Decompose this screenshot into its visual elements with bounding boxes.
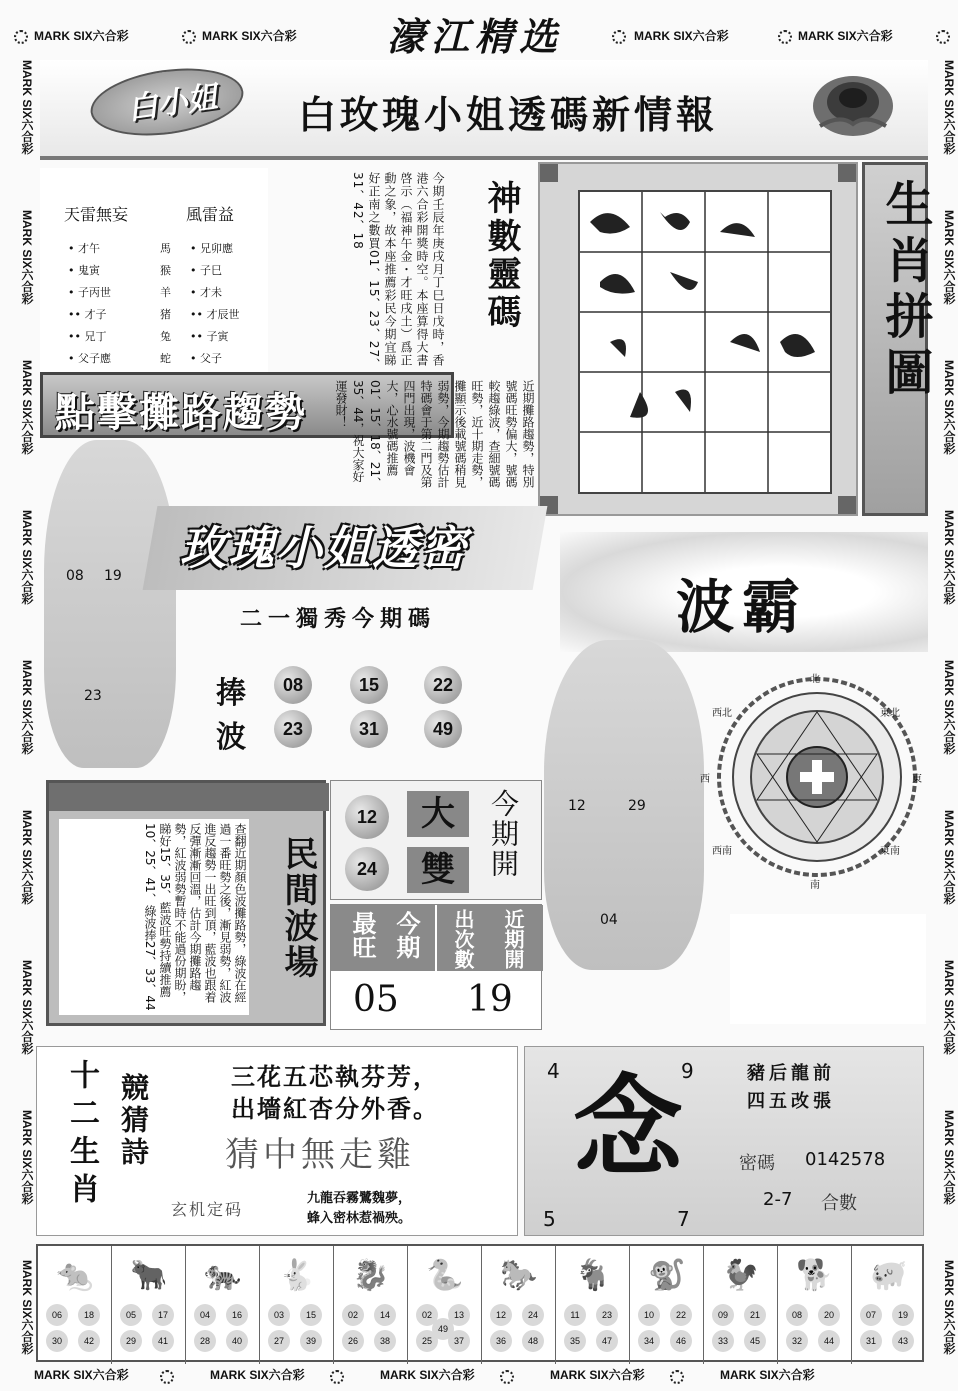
border-brand: MARK SIX六合彩 bbox=[942, 660, 956, 755]
trend-text: 近期攤路趨勢，特別號碼旺勢偏大，號碼較趨綠波，查細號碼旺勢，近十期走勢，攤顯示後載號碼稍見弱勢，今期趨勢估計特碼會于第二門及第四門出現，波機會大，心水號碼推薦01、15、18、21、35、44，祝大家好運發財！ bbox=[334, 380, 535, 490]
zodiac-cell bbox=[556, 1246, 630, 1364]
secret-char: 念 bbox=[573, 1063, 683, 1192]
oracle-text: 今期壬辰年庚戌月丁巳日戊時，香港六合彩開獎時空。本座算得大書啓示（福神午金・才旺戌土）爲正動之象，故本座推薦彩民今期宜睇好正南之數買01、15、23、27、31、42、18 bbox=[351, 172, 445, 372]
open-label: 今期開 bbox=[487, 789, 520, 879]
hexagram-left-title: 天雷無妄 bbox=[64, 205, 129, 224]
hexagram-line: •• 才子 猪 bbox=[68, 308, 171, 321]
hexagram-line: •• 才辰世 bbox=[190, 308, 240, 321]
zodiac-cell bbox=[778, 1246, 852, 1364]
left-border bbox=[6, 60, 36, 1360]
hexagram-line: • 才午 馬 bbox=[68, 242, 171, 255]
recent-label: 近期開 bbox=[501, 909, 525, 969]
wave-title: 波霸 bbox=[676, 573, 809, 641]
zodiac-number: 43 bbox=[892, 1330, 914, 1352]
flower-icon bbox=[670, 1370, 684, 1384]
zodiac-number: 39 bbox=[300, 1330, 322, 1352]
zodiac-cell bbox=[186, 1246, 260, 1364]
hexagram-line: • 才未 bbox=[190, 286, 222, 299]
border-brand: MARK SIX六合彩 bbox=[942, 1260, 956, 1355]
zodiac-number: 22 bbox=[670, 1304, 692, 1326]
dog-icon: 🐕 bbox=[796, 1258, 834, 1293]
monkey-icon: 🐒 bbox=[648, 1258, 686, 1293]
zodiac-number: 33 bbox=[712, 1330, 734, 1352]
zodiac-number: 28 bbox=[194, 1330, 216, 1352]
border-brand: MARK SIX六合彩 bbox=[20, 510, 34, 605]
zodiac-cell bbox=[260, 1246, 334, 1364]
number-ball: 22 bbox=[424, 666, 462, 704]
banner-subtitle: 白玫瑰小姐透碼新情報 bbox=[298, 92, 719, 137]
border-brand: MARK SIX六合彩 bbox=[20, 210, 34, 305]
zodiac-cell bbox=[704, 1246, 778, 1364]
flower-icon bbox=[500, 1370, 514, 1384]
hexagram-panel bbox=[40, 168, 268, 372]
model-tag: 08 bbox=[66, 568, 84, 584]
compass-direction: 東北 bbox=[880, 708, 900, 719]
border-brand: MARK SIX六合彩 bbox=[20, 810, 34, 905]
zodiac-number: 24 bbox=[522, 1304, 544, 1326]
border-brand: MARK SIX六合彩 bbox=[20, 1260, 34, 1355]
flower-icon bbox=[330, 1370, 344, 1384]
hexagram-line: • 子丙世 羊 bbox=[68, 286, 171, 299]
border-brand: MARK SIX六合彩 bbox=[942, 960, 956, 1055]
number-ball: 08 bbox=[274, 666, 312, 704]
leak-row2-label: 波 bbox=[216, 720, 246, 755]
zodiac-number: 40 bbox=[226, 1330, 248, 1352]
zodiac-number: 47 bbox=[596, 1330, 618, 1352]
border-brand: MARK SIX六合彩 bbox=[942, 510, 956, 605]
zodiac-number: 21 bbox=[744, 1304, 766, 1326]
dragon-icon: 🐉 bbox=[352, 1258, 390, 1293]
poem-side-label: 十二生肖 bbox=[64, 1059, 99, 1211]
this-label: 今期 bbox=[392, 911, 420, 959]
hexagram-right-title: 風雷益 bbox=[186, 205, 235, 224]
secret-panel bbox=[524, 1046, 924, 1236]
poem-line2: 出墻紅杏分外香。 bbox=[231, 1094, 439, 1123]
number-ball: 12 bbox=[345, 795, 389, 839]
zodiac-number: 48 bbox=[522, 1330, 544, 1352]
most-value: 05 bbox=[353, 979, 399, 1020]
hexagram-line: • 鬼寅 猴 bbox=[68, 264, 171, 277]
compass-direction: 西 bbox=[700, 774, 710, 785]
secret-sum-label: 2-7 bbox=[763, 1189, 793, 1210]
zodiac-number: 02 bbox=[416, 1304, 438, 1326]
zodiac-number: 30 bbox=[46, 1330, 68, 1352]
hexagram-line: •• 子寅 bbox=[190, 330, 229, 343]
border-brand: MARK SIX六合彩 bbox=[942, 210, 956, 305]
zodiac-number: 11 bbox=[564, 1304, 586, 1326]
secret-line1: 豬后龍前 bbox=[747, 1063, 835, 1084]
border-brand: MARK SIX六合彩 bbox=[20, 60, 34, 155]
border-brand: MARK SIX六合彩 bbox=[942, 1110, 956, 1205]
blank-box bbox=[730, 914, 926, 1024]
zodiac-number: 27 bbox=[268, 1330, 290, 1352]
zodiac-number: 04 bbox=[194, 1304, 216, 1326]
compass-direction: 西南 bbox=[712, 846, 732, 857]
recent-value: 19 bbox=[467, 979, 513, 1020]
secret-code-label: 密碼 bbox=[739, 1153, 775, 1174]
puzzle-title-box bbox=[862, 162, 933, 516]
zodiac-number: 34 bbox=[638, 1330, 660, 1352]
zodiac-cell bbox=[334, 1246, 408, 1364]
tiger-icon: 🐅 bbox=[204, 1258, 242, 1293]
zodiac-number: 35 bbox=[564, 1330, 586, 1352]
out-label: 出次數 bbox=[451, 909, 475, 969]
border-brand: MARK SIX六合彩 bbox=[202, 29, 297, 43]
border-brand: MARK SIX六合彩 bbox=[20, 360, 34, 455]
puzzle-title: 生肖拼圖 bbox=[877, 179, 933, 403]
flower-icon bbox=[778, 30, 792, 44]
goat-icon: 🐐 bbox=[574, 1258, 612, 1293]
hexagram-left-lines bbox=[68, 238, 178, 370]
stats-box bbox=[330, 904, 542, 1030]
zodiac-number: 46 bbox=[670, 1330, 692, 1352]
model-tag: 04 bbox=[600, 912, 618, 928]
compass-direction: 東南 bbox=[880, 846, 900, 857]
border-brand: MARK SIX六合彩 bbox=[20, 660, 34, 755]
header-banner bbox=[40, 60, 928, 160]
secret-code-value: 0142578 bbox=[805, 1149, 886, 1170]
border-brand: MARK SIX六合彩 bbox=[942, 60, 956, 155]
poem-line3: 猜中無走雞 bbox=[225, 1135, 415, 1175]
model-tag: 23 bbox=[84, 688, 102, 704]
border-brand: MARK SIX六合彩 bbox=[380, 1368, 475, 1382]
parity-tag: 雙 bbox=[407, 847, 469, 893]
poem-footer-right1: 九龍吞霧鷺魏夢， bbox=[307, 1191, 412, 1206]
border-brand: MARK SIX六合彩 bbox=[20, 960, 34, 1055]
hit-box bbox=[330, 780, 542, 900]
zodiac-number: 15 bbox=[300, 1304, 322, 1326]
number-ball: 15 bbox=[350, 666, 388, 704]
zodiac-number: 45 bbox=[744, 1330, 766, 1352]
puzzle-frame bbox=[538, 162, 858, 516]
zodiac-number: 12 bbox=[490, 1304, 512, 1326]
zodiac-number: 32 bbox=[786, 1330, 808, 1352]
number-ball: 31 bbox=[350, 710, 388, 748]
zodiac-cell bbox=[482, 1246, 556, 1364]
compass-direction: 北 bbox=[810, 674, 820, 685]
hexagram-line: • 兄卯應 bbox=[190, 242, 233, 255]
zodiac-number: 37 bbox=[448, 1330, 470, 1352]
puzzle-grid bbox=[578, 190, 832, 494]
hexagram-right-lines bbox=[190, 238, 268, 370]
snake-icon: 🐍 bbox=[426, 1258, 464, 1293]
secret-number: 4 bbox=[547, 1059, 560, 1083]
zodiac-cell bbox=[630, 1246, 704, 1364]
zodiac-cell bbox=[38, 1246, 112, 1364]
zodiac-number: 36 bbox=[490, 1330, 512, 1352]
oracle-title: 神數靈碼 bbox=[481, 180, 521, 332]
zodiac-number: 07 bbox=[860, 1304, 882, 1326]
zodiac-number: 02 bbox=[342, 1304, 364, 1326]
zodiac-row bbox=[36, 1244, 924, 1362]
model-tag: 19 bbox=[104, 568, 122, 584]
zodiac-number: 16 bbox=[226, 1304, 248, 1326]
flower-icon bbox=[612, 30, 626, 44]
zodiac-number: 23 bbox=[596, 1304, 618, 1326]
zodiac-number: 10 bbox=[638, 1304, 660, 1326]
trend-title: 點擊攤路趨勢 bbox=[55, 389, 307, 436]
poem-footer-right2: 蜂入密林惹禍殃。 bbox=[307, 1211, 412, 1226]
zodiac-number: 19 bbox=[892, 1304, 914, 1326]
border-brand: MARK SIX六合彩 bbox=[210, 1368, 305, 1382]
poem-line1: 三花五芯執芬芳， bbox=[231, 1062, 439, 1091]
zodiac-number: 14 bbox=[374, 1304, 396, 1326]
model-tag: 29 bbox=[628, 798, 646, 814]
border-brand: MARK SIX六合彩 bbox=[20, 1110, 34, 1205]
model-photo-left bbox=[44, 440, 176, 768]
zodiac-number: 41 bbox=[152, 1330, 174, 1352]
badge-text: 白小姐 bbox=[125, 79, 220, 128]
border-brand: MARK SIX六合彩 bbox=[550, 1368, 645, 1382]
compass-direction: 西北 bbox=[712, 708, 732, 719]
zodiac-number: 26 bbox=[342, 1330, 364, 1352]
model-tag: 12 bbox=[568, 798, 586, 814]
zodiac-number: 06 bbox=[46, 1304, 68, 1326]
zodiac-number: 20 bbox=[818, 1304, 840, 1326]
hexagram-line: • 父子應 蛇 bbox=[68, 352, 171, 365]
poem-panel bbox=[36, 1046, 518, 1236]
leak-subtitle: 二一獨秀今期碼 bbox=[240, 606, 437, 632]
secret-number: 5 bbox=[543, 1207, 556, 1231]
border-brand: MARK SIX六合彩 bbox=[720, 1368, 815, 1382]
zodiac-number: 25 bbox=[416, 1330, 438, 1352]
most-label: 最旺 bbox=[348, 911, 376, 959]
bottom-border bbox=[0, 1360, 958, 1388]
zodiac-number: 18 bbox=[78, 1304, 100, 1326]
folk-text: 查翻近期顏色波攤路勢，綠波在經過一番旺勢之後，漸見弱勢，紅波進反趨勢一出旺到頂，藍波也跟着反彈漸漸回溫，估計今期攤路趨勢，紅波弱勢暫時不能過份期盼，睇好15、35、藍波旺勢持續推薦10、25、41、綠波捧27、33、44 bbox=[143, 823, 247, 1011]
rose-icon bbox=[810, 66, 896, 140]
secret-line2: 四五改張 bbox=[747, 1091, 835, 1112]
number-ball: 23 bbox=[274, 710, 312, 748]
flower-icon bbox=[936, 30, 950, 44]
zodiac-number: 42 bbox=[78, 1330, 100, 1352]
zodiac-number: 13 bbox=[448, 1304, 470, 1326]
ox-icon: 🐂 bbox=[130, 1258, 168, 1293]
poem-footer-left: 玄机定码 bbox=[171, 1200, 244, 1219]
poem-title: 競猜詩 bbox=[117, 1073, 150, 1169]
secret-number: 9 bbox=[681, 1059, 694, 1083]
pig-icon: 🐖 bbox=[870, 1258, 908, 1293]
zodiac-number: 49 bbox=[432, 1318, 454, 1340]
zodiac-number: 31 bbox=[860, 1330, 882, 1352]
border-brand: MARK SIX六合彩 bbox=[942, 810, 956, 905]
zodiac-number: 05 bbox=[120, 1304, 142, 1326]
zodiac-cell bbox=[112, 1246, 186, 1364]
compass-direction: 東 bbox=[912, 774, 922, 785]
secret-number: 7 bbox=[677, 1207, 690, 1231]
secret-sum-text: 合數 bbox=[821, 1193, 857, 1214]
rooster-icon: 🐓 bbox=[722, 1258, 760, 1293]
horse-icon: 🐎 bbox=[500, 1258, 538, 1293]
border-brand: MARK SIX六合彩 bbox=[798, 29, 893, 43]
hexagram-line: •• 兄丁 兔 bbox=[68, 330, 171, 343]
zodiac-number: 44 bbox=[818, 1330, 840, 1352]
leak-title: 玫瑰小姐透密 bbox=[180, 521, 468, 575]
zodiac-number: 03 bbox=[268, 1304, 290, 1326]
border-brand: MARK SIX六合彩 bbox=[34, 1368, 129, 1382]
number-ball: 49 bbox=[424, 710, 462, 748]
number-ball: 24 bbox=[345, 847, 389, 891]
rabbit-icon: 🐇 bbox=[278, 1258, 316, 1293]
folk-title: 民間波場 bbox=[278, 836, 318, 980]
flower-icon bbox=[14, 30, 28, 44]
header-title: 濠江精选 bbox=[386, 14, 563, 59]
zodiac-number: 38 bbox=[374, 1330, 396, 1352]
zodiac-number: 29 bbox=[120, 1330, 142, 1352]
zodiac-cell bbox=[408, 1246, 482, 1364]
leak-row1-label: 捧 bbox=[216, 676, 246, 711]
compass-direction: 南 bbox=[810, 880, 820, 891]
hexagram-line: • 父子 bbox=[190, 352, 222, 365]
border-brand: MARK SIX六合彩 bbox=[634, 29, 729, 43]
zodiac-cell bbox=[852, 1246, 926, 1364]
border-brand: MARK SIX六合彩 bbox=[942, 360, 956, 455]
zodiac-number: 08 bbox=[786, 1304, 808, 1326]
border-brand: MARK SIX六合彩 bbox=[34, 29, 129, 43]
zodiac-number: 17 bbox=[152, 1304, 174, 1326]
rat-icon: 🐀 bbox=[56, 1258, 94, 1293]
flower-icon bbox=[182, 30, 196, 44]
hexagram-line: • 子巳 bbox=[190, 264, 222, 277]
size-tag: 大 bbox=[407, 791, 469, 837]
zodiac-number: 09 bbox=[712, 1304, 734, 1326]
flower-icon bbox=[160, 1370, 174, 1384]
